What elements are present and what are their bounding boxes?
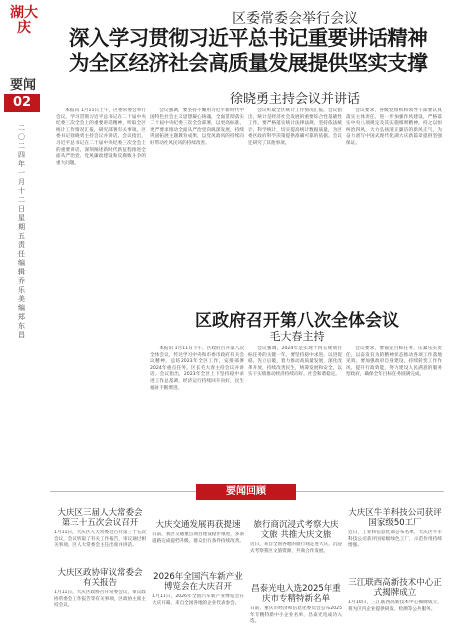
brief-title-7[interactable]: 大庆区牛羊科技公司获评国家级50工厂 bbox=[348, 508, 442, 528]
page-number: 02 bbox=[4, 94, 40, 112]
second-headline[interactable]: 区政府召开第八次全体会议 bbox=[195, 311, 399, 331]
lead-col-3 bbox=[248, 108, 342, 298]
lead-kicker: 区委常委会举行会议 bbox=[232, 11, 358, 27]
brief-body-8: 1月10日，三江联西高新技术中心揭牌成立，将为区内企业提供研发、检测等公共服务。 bbox=[348, 600, 442, 612]
brief-title-4[interactable]: 2026年全国汽车新产业博览会在大庆召开 bbox=[153, 572, 243, 592]
second-col-3-text: 会议要求，要锚定目标任务，压紧压实责任，以奋发有为的精神状态推动各项工作落地见效。要加强政府自身建设，持续转变工作作风，提升行政效能，努力建设人民满意的服务型政府，确保全年目标任务圆满完成。 bbox=[346, 346, 442, 378]
brief-body-3: 日前，我区交通重点项目建设稳步推进，多条道路完成提档升级，群众出行条件持续改善。 bbox=[152, 532, 244, 544]
brief-body-1: 1月11日，大庆区人大常委会召开第三十五次会议，会议听取了有关工作报告，审议通过相关事项，区人大常委会主任出席并讲话。 bbox=[54, 530, 146, 549]
lead-headline-line2: 为全区经济社会高质量发展提供坚实支撑 bbox=[68, 51, 428, 75]
lead-headline[interactable] bbox=[50, 26, 446, 76]
lead-col-3-text: 会议听取全区统计工作情况汇报。会议指出，统计是经济社会发展的重要综合性基础性工作。要严格落实统计法律法规，坚持依法统计、科学统计，切实提高统计数据质量，为区委区政府科学决策提供准确可靠的依据。会议还研究了其他事项。 bbox=[248, 108, 342, 146]
brief-title-1[interactable]: 大庆区三届人大常委会第三十五次会议召开 bbox=[57, 508, 143, 528]
second-col-2-text: 会议强调，2024年是实现十四五规划目标任务的关键一年。要坚持稳中求进、以进促稳、先立后破，着力推动高质量发展，深化改革开放，持续改善民生，统筹发展和安全，以实干实绩推动经济持续向好、社会和谐稳定。 bbox=[248, 346, 342, 378]
lead-headline-line1: 深入学习贯彻习近平总书记重要讲话精神 bbox=[68, 26, 428, 50]
second-col-2 bbox=[248, 346, 342, 478]
brief-title-5[interactable]: 旅行商沉浸式考察大庆文旅 共推大庆文旅 bbox=[253, 520, 339, 540]
second-col-1 bbox=[150, 346, 244, 478]
review-title: 要闻回顾 bbox=[196, 484, 296, 500]
brief-body-2: 1月11日，大庆区政协召开常委会议，审议政协常委会工作报告等有关事项，区政协主席主持会议。 bbox=[54, 590, 146, 609]
brief-body-4: 1月11日，2026年全国汽车新产业博览会在大庆开幕，来自全国各地的企业代表参会。 bbox=[152, 594, 244, 606]
dateline: 二〇二四年一月十二日 星期五 责任编辑 乔乐 美编 郑东昌 bbox=[18, 124, 25, 339]
second-byline: 毛大春主持 bbox=[269, 330, 325, 343]
lead-col-1-text: 本报讯 1月11日上午，区委常委会举行会议，学习贯彻习近平总书记在二十届中央纪委三次全会上的重要讲话精神，听取全区统计工作情况汇报，研究部署有关事项。区委书记徐晓勇主持会议并讲话。会议指出，习近平总书记在二十届中央纪委三次全会上的重要讲话，深刻阐述新时代新征程推进全面从严治党、党风廉政建设和反腐败斗争的重大问题。 bbox=[56, 108, 146, 166]
lead-col-4-text: 会议要求，各级党组织和领导干部要认真落实主体责任，进一步加强作风建设，严格落实中央八项规定及其实施细则精神，持之以恒纠治四风，大力弘扬清正廉洁的新风正气，为奋力谱写中国式现代化湖大庆新篇章提供坚强保证。 bbox=[346, 108, 442, 146]
lead-col-2-text: 会议强调，要坚持不懈用习近平新时代中国特色社会主义思想凝心铸魂，全面贯彻落实二十届中央纪委三次全会部署，以更高标准、更严要求推动全面从严治党向纵深发展，持续巩固拓展主题教育成果，以党风政风的持续向好带动社风民风的持续改善。 bbox=[150, 108, 244, 146]
brief-title-6[interactable]: 昌泰光电入选2025年重庆市专精特新名单 bbox=[251, 584, 341, 604]
newspaper-logo: 湖大庆 bbox=[10, 5, 38, 36]
lead-subhead: 徐晓勇主持会议并讲话 bbox=[229, 92, 360, 107]
lead-col-2 bbox=[150, 108, 244, 298]
brief-body-7: 近日，工业和信息化部公布名单，大庆区牛羊科技公司获评国家级绿色工厂，示范作用持续增强。 bbox=[348, 530, 442, 549]
second-col-1-text: 本报讯 1月11日下午，区政府召开第八次全体会议，传达学习中央和市委市政府有关会议精神，总结2023年全区工作，安排部署2024年重点任务。区长毛大春主持会议并讲话。会议指出，2023年全区上下坚持稳中求进工作总基调，经济运行持续回升向好，民生福祉不断增进。 bbox=[150, 346, 244, 391]
lead-col-1 bbox=[56, 108, 146, 478]
section-name: 要闻 bbox=[9, 78, 36, 93]
brief-title-3[interactable]: 大庆交通发展再获提速 bbox=[155, 520, 241, 530]
brief-title-8[interactable]: 三江联西高新技术中心正式揭牌成立 bbox=[348, 578, 442, 598]
lead-col-4 bbox=[346, 108, 442, 298]
brief-title-2[interactable]: 大庆区政协审议常委会有关报告 bbox=[57, 568, 143, 588]
second-col-3 bbox=[346, 346, 442, 478]
brief-body-6: 日前，重庆市经济和信息化委员会公布2025年专精特新中小企业名单，昌泰光电成功入选。 bbox=[250, 606, 342, 625]
masthead bbox=[0, 0, 46, 640]
brief-body-5: 近日，来自全国各地的旅行商走进大庆，沉浸式考察我区文旅资源，共商合作发展。 bbox=[250, 542, 342, 554]
